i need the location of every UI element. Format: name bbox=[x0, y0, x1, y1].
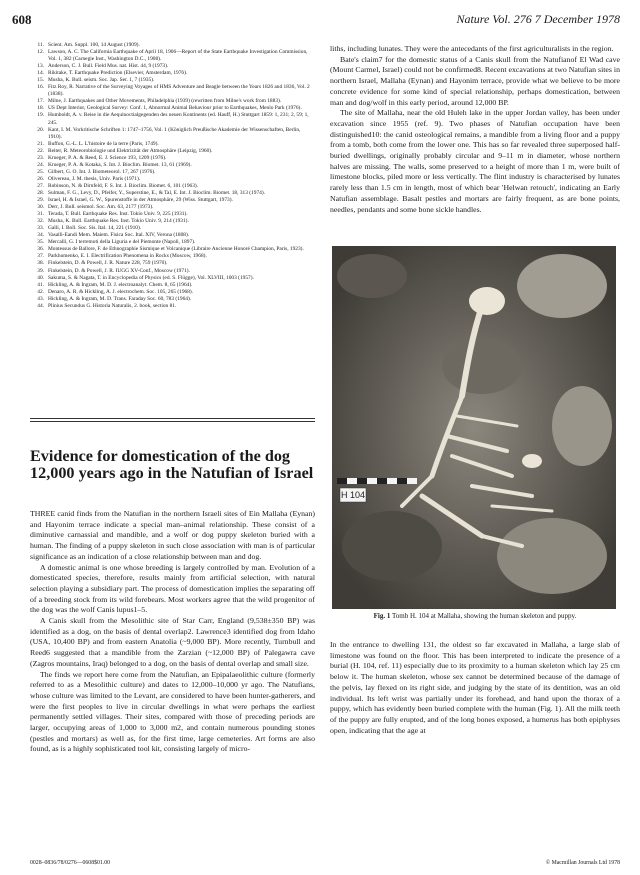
reference-number: 20. bbox=[37, 126, 44, 133]
reference-text: Plinius Secundus G. Historia Naturalis, 2. book, section 81. bbox=[48, 302, 177, 309]
reference-number: 14. bbox=[37, 70, 44, 77]
reference-number: 22. bbox=[37, 147, 44, 154]
reference-number: 26. bbox=[37, 175, 44, 182]
reference-item bbox=[30, 289, 315, 296]
reference-number: 35. bbox=[37, 239, 44, 246]
reference-text: Fitz Roy, R. Narrative of the Surveying Voyages of HMS Adventure and Beagle between the Years 1826 and 1836, Vol. 2 (1838). bbox=[48, 84, 310, 98]
reference-item bbox=[30, 42, 315, 49]
reference-number: 37. bbox=[37, 253, 44, 260]
reference-number: 38. bbox=[37, 260, 44, 267]
reference-text: Finkelstein, D. & Powell, J. R. IUGG XV-Conf., Moscow (1971). bbox=[48, 267, 190, 274]
reference-text: Denaro, A. R. & Hickling, A. J. electrochem. Soc. 105, 265 (1968). bbox=[48, 288, 194, 295]
reference-item bbox=[30, 112, 315, 126]
reference-item bbox=[30, 275, 315, 282]
body-paragraph: A domestic animal is one whose breeding is largely controlled by man. Evolution of a domesticated species, therefore, results mainly from artificial selection, with natural selection playing a subsidiary part. The process of domestication implies the separating off of a breeding stock from its wild forebears. Most workers agree that the wild progenitor of the dog was the wolf Canis lupus1–5. bbox=[30, 562, 315, 615]
reference-text: Hickling, A. & Ingram, M. D. Trans. Faraday Soc. 60, 783 (1964). bbox=[48, 295, 192, 302]
reference-text: Humboldt, A. v. Reise in die Aequinoctialgegenden des neuen Kontinents (ed. Hauff, H.) Stuttgart 1859: 1, 231; 2, 59; 1, 245. bbox=[48, 112, 309, 126]
figure-tag: H 104 bbox=[340, 490, 366, 500]
reference-text: Robinson, N. & Dirnfeld, F. S. Int. J. Bioclim. Biomet. 6, 101 (1963). bbox=[48, 182, 199, 189]
page-number: 608 bbox=[12, 12, 32, 27]
reference-item bbox=[30, 176, 315, 183]
reference-text: Israel, H. & Israel, G. W., Spurenstoffe in der Atmosphäre, 29 (Wiss. Stuttgart, 1973). bbox=[48, 197, 233, 204]
figure-caption bbox=[330, 612, 620, 621]
reference-text: Buffon, G.-L. L. L'histoire de la terre (Paris, 1749). bbox=[48, 140, 159, 147]
reference-text: Parkhomenko, E. I. Electrification Phenomena in Rocks (Moscow, 1968). bbox=[48, 253, 207, 260]
reference-item bbox=[30, 268, 315, 275]
reference-text: Anderson, C. J. Bull. Field Mus. nat. Hist. 44, 9 (1973). bbox=[48, 63, 169, 70]
reference-number: 28. bbox=[37, 189, 44, 196]
article-body-left bbox=[30, 509, 315, 755]
reference-item bbox=[30, 260, 315, 267]
reference-text: Musha, K. Bull. Earthquake Res. Inst. Tokio Univ. 9, 214 (1931). bbox=[48, 218, 189, 225]
reference-number: 12. bbox=[37, 49, 44, 56]
section-divider bbox=[30, 418, 315, 419]
footer-copyright: © Macmillan Journals Ltd 1978 bbox=[545, 860, 620, 866]
reference-number: 32. bbox=[37, 218, 44, 225]
reference-number: 17. bbox=[37, 98, 44, 105]
reference-text: Musha, K. Bull. seism. Soc. Jap. Ser. 1, 7 (1935). bbox=[48, 77, 155, 84]
reference-item bbox=[30, 127, 315, 141]
reference-text: Scient. Am. Suppl. 100, 14 August (1909). bbox=[48, 42, 140, 48]
body-paragraph: In the entrance to dwelling 131, the oldest so far excavated in Mallaha, a large slab of limestone was found on the floor. This has been interpreted to indicate the presence of a burial (H. 104, ref. 11) especially due to its proximity to a human skeleton which lay 25 cm below it. The human skeleton, whose sex cannot be determined because of the damage of the pelvis, lay flexed on its right side, and judging by the state of its dentition, was an old individual. Its left wrist was partially under its forehead, and hand upon the thorax of a puppy, which has evidently been buried complete with the human (Fig. 1). All the milk teeth of the puppy are fully erupted, and of the long bones exposed, a humerus has both epiphyses open, indicating that the age at bbox=[330, 640, 620, 735]
reference-text: Vasalli-Eandi Mem. Maiem. Fisica Soc. Ital. XIV, Verona (1808). bbox=[48, 232, 190, 239]
caption-text: Tomb H. 104 at Mallaha, showing the human skeleton and puppy. bbox=[392, 612, 577, 620]
reference-text: Derr, J. Bull. seismol. Soc. Am. 63, 2177 (1973). bbox=[48, 204, 154, 211]
figure-photo bbox=[332, 246, 616, 609]
reference-number: 24. bbox=[37, 161, 44, 168]
reference-number: 27. bbox=[37, 182, 44, 189]
references-column bbox=[30, 42, 315, 310]
reference-number: 29. bbox=[37, 197, 44, 204]
reference-text: Sakuma, S. & Nagata, T. in Encyclopedia of Physics (ed. S. Flügge), Vol. XLVIII, 1003 (1957). bbox=[48, 274, 254, 281]
reference-number: 30. bbox=[37, 204, 44, 211]
reference-text: Milne, J. Earthquakes and Other Movements, Philadelphia (1939) (rewritten from Milne's work from 1883). bbox=[48, 98, 282, 105]
body-paragraph: Bate's claim7 for the domestic status of a Canis skull from the Natufianof El Wad cave (Mount Carmel, Israel) could not be confirmed8. Recent excavations at two Natufian sites in northern Israel, Mallaha (Eynan) and Hayonim terrace, provide what we believe to be more concrete evidence for some kind of special relationship, perhaps domestication, between man and dog/wolf in this early period, around 12,000 BP. bbox=[330, 54, 620, 107]
reference-number: 44. bbox=[37, 302, 44, 309]
reference-text: Gilbert, G. O. Int. J. Biometeorol. 17, 267 (1976). bbox=[48, 168, 156, 175]
reference-item bbox=[30, 155, 315, 162]
reference-number: 33. bbox=[37, 225, 44, 232]
reference-item bbox=[30, 162, 315, 169]
reference-number: 41. bbox=[37, 281, 44, 288]
reference-number: 23. bbox=[37, 154, 44, 161]
reference-item bbox=[30, 84, 315, 98]
reference-number: 25. bbox=[37, 168, 44, 175]
reference-number: 13. bbox=[37, 63, 44, 70]
reference-text: Hickling, A. & Ingram, M. D. J. electroanalyt. Chem. 8, 65 (1964). bbox=[48, 281, 193, 288]
reference-number: 15. bbox=[37, 77, 44, 84]
reference-item bbox=[30, 183, 315, 190]
reference-text: Terada, T. Bull. Earthquake Res. Inst. Tokio Univ. 9, 225 (1931). bbox=[48, 211, 188, 218]
body-paragraph: A Canis skull from the Mesolithic site of Star Carr, England (9,538±350 BP) was identified as a dog, on the basis of dental overlap2. Lawrence3 identified dog from Idaho (USA, 10,400 BP) and from eastern Anatolia (~9,000 BP). More recently, Turnbull and Reed6 suggested that a mandible from the Zarzian (~12,000 BP) of Palegawra cave (Zagros mountains, Iraq) belonged to a dog, on the basis of dental overlap and small size. bbox=[30, 616, 315, 668]
reference-text: Sulman, F. G., Levy, D., Pfeifer, Y., Superstine, E., & Tal, E. Int. J. Bioclim. Biomet. 18, 313 (1974). bbox=[48, 189, 265, 196]
journal-header: Nature Vol. 276 7 December 1978 bbox=[456, 12, 620, 26]
reference-text: Montessus de Ballore, F. de Ethnographie Sismique et Volcanique (Libraire Ancienne Honoré Champion, Paris, 1923). bbox=[48, 246, 304, 253]
article-title: Evidence for domestication of the dog 12,000 years ago in the Natufian of Israel bbox=[30, 447, 314, 483]
reference-item bbox=[30, 141, 315, 148]
reference-number: 19. bbox=[37, 112, 44, 119]
reference-text: US Dept Interior, Geological Survey: Conf. 1, Abnormal Animal Behaviour prior to Earthquakes, Menlo Park (1976). bbox=[48, 105, 302, 112]
reference-number: 36. bbox=[37, 246, 44, 253]
reference-text: Lawson, A. C. The California Earthquake of April 18, 1906—Report of the State Earthquake Investigation Commission, Vol. 1, 382 (Carnegie Inst., Washington D.C., 1908). bbox=[48, 49, 308, 63]
section-divider bbox=[30, 421, 315, 422]
caption-label: Fig. 1 bbox=[373, 612, 391, 620]
article-body-right-bottom bbox=[330, 640, 620, 736]
reference-number: 34. bbox=[37, 232, 44, 239]
reference-number: 43. bbox=[37, 295, 44, 302]
reference-number: 11. bbox=[37, 42, 44, 48]
reference-text: Galli, I. Boll. Soc. Sis. Ital. 14, 221 (1910). bbox=[48, 225, 142, 232]
reference-item bbox=[30, 303, 315, 310]
reference-item bbox=[30, 169, 315, 176]
reference-text: Mercalli, G. I terremoti della Liguria e del Piemonte (Napoli, 1897). bbox=[48, 239, 196, 246]
reference-text: Reiter, R. Meteorobiologie und Elektrizität der Atmosphäre (Leipzig, 1960). bbox=[48, 147, 213, 154]
reference-number: 40. bbox=[37, 274, 44, 281]
reference-number: 39. bbox=[37, 267, 44, 274]
body-paragraph: liths, including lunates. They were the antecedants of the first agriculturalists in the region. bbox=[330, 44, 614, 53]
reference-item bbox=[30, 190, 315, 197]
reference-item bbox=[30, 296, 315, 303]
reference-text: Rikitake, T. Earthquake Prediction (Elsevier, Amsterdam, 1976). bbox=[48, 70, 188, 77]
reference-text: Kant, I. M. Vorkritische Schriften 1: 1747–1756, Vol. 1 (Königlich Preußische Akademie der Wissenschaften, Berlin, 1910). bbox=[48, 126, 301, 140]
body-paragraph: The finds we report here come from the Natufian, an Epipalaeolithic culture (formerly referred to as a Mesolithic culture) and dates to 12,000–10,000 yr ago. The Natufians, whose culture was limited to the Levant, are considered to have been hunter-gatherers, and were the first peoples to live in circular dwellings in what were perhaps the earliest permanently settled villages. Their sites, compared with those of preceding periods are larger, occupying areas of 1,000 to 3,000 m2, and contain numerous pounding stones (pestles and mortars) as well as, for the first time, large cemeteries. Art forms are also found, as is a highly sophisticated tool kit, consisting largely of micro- bbox=[30, 669, 315, 754]
reference-text: Olivereau, J. M. thesis, Univ. Paris (1971). bbox=[48, 175, 141, 182]
reference-item bbox=[30, 148, 315, 155]
reference-item bbox=[30, 49, 315, 63]
reference-text: Finkelstein, D. & Powell, J. R. Nature 228, 759 (1970). bbox=[48, 260, 168, 267]
reference-item bbox=[30, 282, 315, 289]
reference-number: 16. bbox=[37, 84, 44, 91]
reference-number: 42. bbox=[37, 288, 44, 295]
reference-number: 31. bbox=[37, 211, 44, 218]
reference-number: 18. bbox=[37, 105, 44, 112]
footer-code: 0028–0836/78/0276—0608$01.00 bbox=[30, 860, 111, 866]
excavation-photo-illustration bbox=[332, 246, 616, 609]
reference-list bbox=[30, 42, 315, 310]
article-body-right-top bbox=[330, 44, 620, 215]
reference-number: 21. bbox=[37, 140, 44, 147]
reference-text: Krueger, P. A. & Kotaka, S. Int. J. Bioclim. Biomet. 13, 61 (1969). bbox=[48, 161, 192, 168]
body-paragraph: THREE canid finds from the Natufian in the northern Israeli sites of Ein Mallaha (Eynan) and Hayonim terrace indicate a special man–animal relationship. These consist of a diminutive carnassial and mandible, and a wolf or dog puppy skeleton buried with a human. The finding of a puppy skeleton in such close association with man is of particular significance as an indication of a close relationship between man and dog. bbox=[30, 509, 315, 561]
body-paragraph: The site of Mallaha, near the old Huleh lake in the upper Jordan valley, has been under excavation since 1955 (ref. 9). Two phases of Natufian occupation have been distinguished10: the canid osteological remains, a mandible from a living floor and a puppy from a tomb, both come from the lower one. This has so far revealed three superposed half-buried dwellings, originally probably circular and 9–11 m in diameter, whose northern halves are missing. The walls, some preserved to a height of more than 1 m, were built of limestone blocks, piled more or less vertically. The flint industry is characterised by lunates rarely less than 1.5 cm in length, most of which bear 'Helwan retouch', indicating an Early Natufian assemblage. Basalt pestles and mortars are fairly frequent, as are bone points, needles, pendants and some bone sickle handles. bbox=[330, 108, 620, 214]
reference-text: Krueger, P. A. & Reed, E. J. Science 193, 1209 (1976). bbox=[48, 154, 167, 161]
